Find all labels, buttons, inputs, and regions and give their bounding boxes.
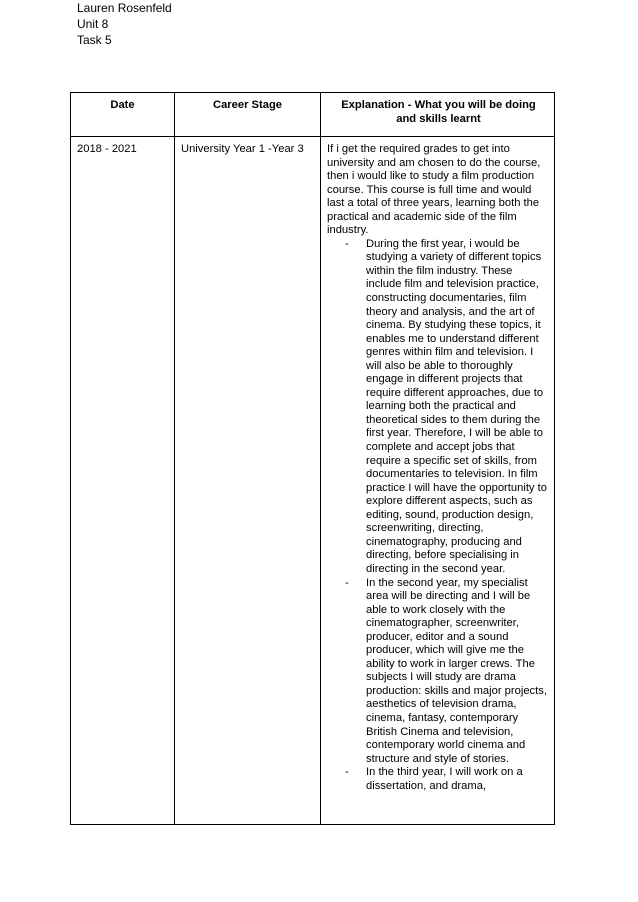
list-item — [327, 766, 550, 793]
table-header-row — [71, 93, 555, 137]
table-row — [71, 137, 555, 825]
task-label: Task 5 — [77, 33, 112, 47]
column-header-explanation: Explanation - What you will be doing and skills learnt — [321, 93, 555, 137]
explanation-cell — [321, 137, 555, 825]
document-header — [77, 0, 172, 48]
career-stage-cell: University Year 1 -Year 3 — [175, 137, 321, 825]
explanation-intro: If i get the required grades to get into university and am chosen to do the course, then i would like to study a film production course. This course is full time and would last a total of three years, learning both the practical and academic side of the film industry. — [327, 143, 541, 237]
career-plan-table — [70, 92, 555, 825]
column-header-career-stage: Career Stage — [175, 93, 321, 137]
bullet-marker: - — [345, 576, 349, 589]
column-header-date: Date — [71, 93, 175, 137]
date-cell: 2018 - 2021 — [71, 137, 175, 825]
bullet-text: During the first year, i would be studying a variety of different topics within the film industry. These include film and television practice, constructing documentaries, film theory and analysis, and the art of cinema. By studying these topics, it enables me to understand different genres within film and television. I will also be able to thoroughly engage in different projects that require different approaches, due to learning both the practical and theoretical sides to them during the first year. Therefore, I will be able to complete and accept jobs that require a specific set of skills, from documentaries to television. In film practice I will have the opportunity to explore different aspects, such as editing, sound, production design, screenwriting, directing, cinematography, producing and directing, before specialising in directing in the second year. — [366, 237, 547, 575]
explanation-bullet-list — [327, 238, 550, 793]
bullet-text: In the third year, I will work on a dissertation, and drama, — [366, 766, 523, 792]
bullet-marker: - — [345, 766, 349, 779]
list-item — [327, 238, 550, 577]
unit-label: Unit 8 — [77, 17, 109, 31]
author-name: Lauren Rosenfeld — [77, 1, 172, 15]
list-item — [327, 577, 550, 767]
bullet-marker: - — [345, 237, 349, 250]
bullet-text: In the second year, my specialist area will be directing and I will be able to work closely with the cinematographer, screenwriter, producer, editor and a sound producer, which will give me the ability to work in larger crews. The subjects I will study are drama production: skills and major projects, aesthetics of television drama, cinema, fantasy, contemporary British Cinema and television, contemporary world cinema and structure and style of stories. — [366, 576, 547, 765]
